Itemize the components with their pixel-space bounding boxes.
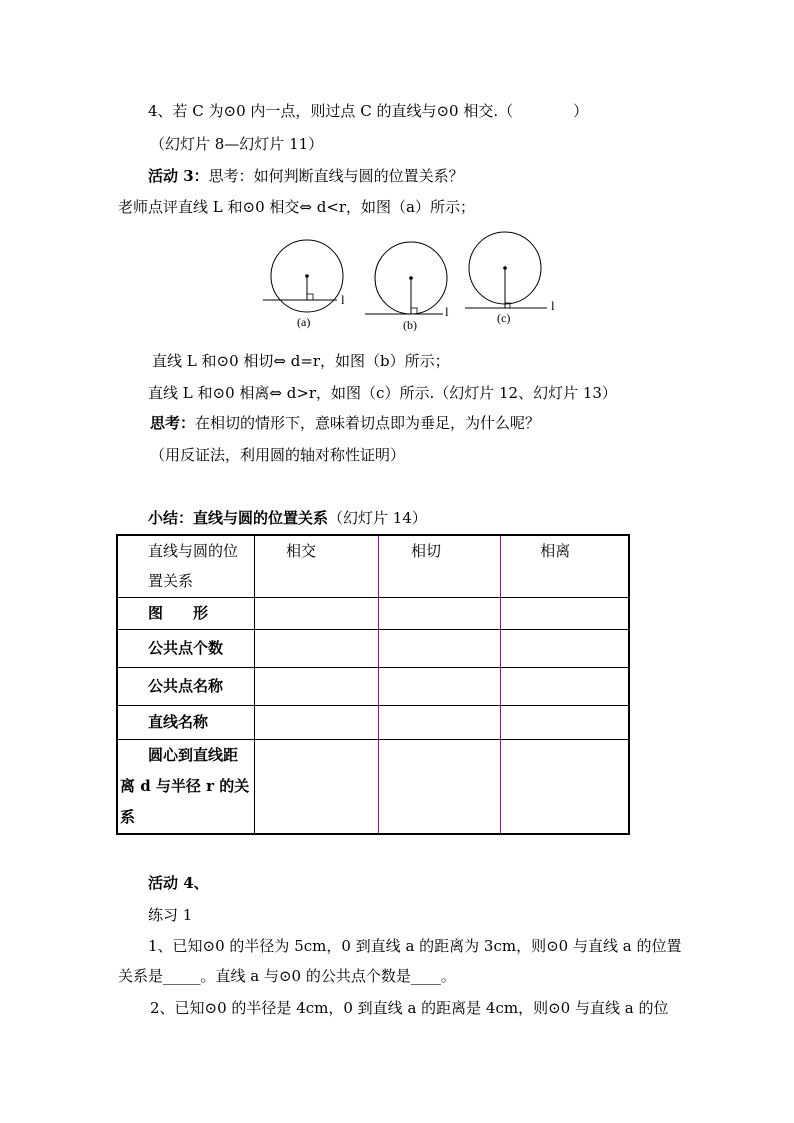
table-cell: [378, 629, 500, 667]
proof-hint: （用反证法，利用圆的轴对称性证明）: [150, 446, 406, 464]
separate-condition: 直线 L 和⊙0 相离⇔ d>r，如图（c）所示.（幻灯片 12、幻灯片 13）: [148, 384, 617, 402]
exercise-1-title: 练习 1: [148, 906, 193, 924]
question-4: 4、若 C 为⊙0 内一点，则过点 C 的直线与⊙0 相交.（ ）: [148, 102, 589, 120]
table-cell: [500, 597, 629, 629]
figure-c-separate: [465, 232, 555, 325]
activity-3-label: 活动 3：: [148, 167, 209, 185]
table-cell: [378, 597, 500, 629]
table-cell: [378, 739, 500, 834]
table-row: [117, 629, 629, 667]
activity-3-text: 思考：如何判断直线与圆的位置关系？: [208, 167, 464, 185]
row-common-point-name: 公共点名称: [117, 667, 254, 705]
summary-slide: （幻灯片 14）: [328, 509, 427, 527]
exercise-1-line-1: 1、已知⊙0 的半径为 5cm，0 到直线 a 的距离为 3cm，则⊙0 与直线 a 的位置: [148, 937, 682, 955]
slide-reference-8-11: （幻灯片 8—幻灯片 11）: [150, 135, 324, 153]
figure-c-caption: (c): [497, 311, 511, 325]
header-separate: 相离: [500, 535, 629, 597]
summary-label: 小结：直线与圆的位置关系: [148, 509, 329, 527]
table-row: [117, 739, 629, 834]
table-row: [117, 667, 629, 705]
figure-a-line-label: l: [341, 292, 345, 307]
table-header-row: [117, 535, 629, 597]
table-cell: [254, 597, 378, 629]
table-cell: [500, 705, 629, 739]
figure-b-line-label: l: [445, 304, 449, 319]
think-label: 思考：: [150, 414, 196, 432]
activity-3: [148, 166, 464, 186]
table-cell: [378, 667, 500, 705]
table-cell: [500, 667, 629, 705]
figure-b-caption: (b): [403, 318, 417, 332]
summary-heading: [148, 508, 427, 528]
summary-table: [116, 534, 630, 835]
activity-4: 活动 4、: [148, 874, 209, 892]
table-row: [117, 597, 629, 629]
row-distance-radius: 圆心到直线距离 d 与半径 r 的关系: [117, 739, 254, 834]
header-intersect: 相交: [254, 535, 378, 597]
table-cell: [254, 705, 378, 739]
table-cell: [254, 629, 378, 667]
row-figure: 图 形: [117, 597, 254, 629]
header-tangent: 相切: [378, 535, 500, 597]
exercise-1-line-2: 关系是_____。直线 a 与⊙0 的公共点个数是____。: [118, 967, 456, 985]
think-question: [150, 413, 540, 433]
figure-c-line-label: l: [551, 298, 555, 313]
row-line-name: 直线名称: [117, 705, 254, 739]
table-cell: [500, 739, 629, 834]
table-cell: [254, 739, 378, 834]
exercise-2-line-1: 2、已知⊙0 的半径是 4cm，0 到直线 a 的距离是 4cm，则⊙0 与直线 a 的位: [150, 999, 669, 1017]
figure-a-caption: (a): [297, 315, 311, 329]
row-common-point-count: 公共点个数: [117, 629, 254, 667]
table-cell: [254, 667, 378, 705]
header-relation: 直线与圆的位置关系: [117, 535, 254, 597]
figure-b-tangent: [365, 242, 449, 332]
table-row: [117, 705, 629, 739]
think-text: 在相切的情形下，意味着切点即为垂足，为什么呢？: [195, 414, 541, 432]
tangent-condition: 直线 L 和⊙0 相切⇔ d=r，如图（b）所示；: [152, 352, 450, 370]
teacher-note: 老师点评直线 L 和⊙0 相交⇔ d<r，如图（a）所示；: [118, 198, 475, 216]
circle-line-figures: [255, 228, 575, 338]
table-cell: [500, 629, 629, 667]
figure-a-intersect: [263, 240, 345, 329]
table-cell: [378, 705, 500, 739]
